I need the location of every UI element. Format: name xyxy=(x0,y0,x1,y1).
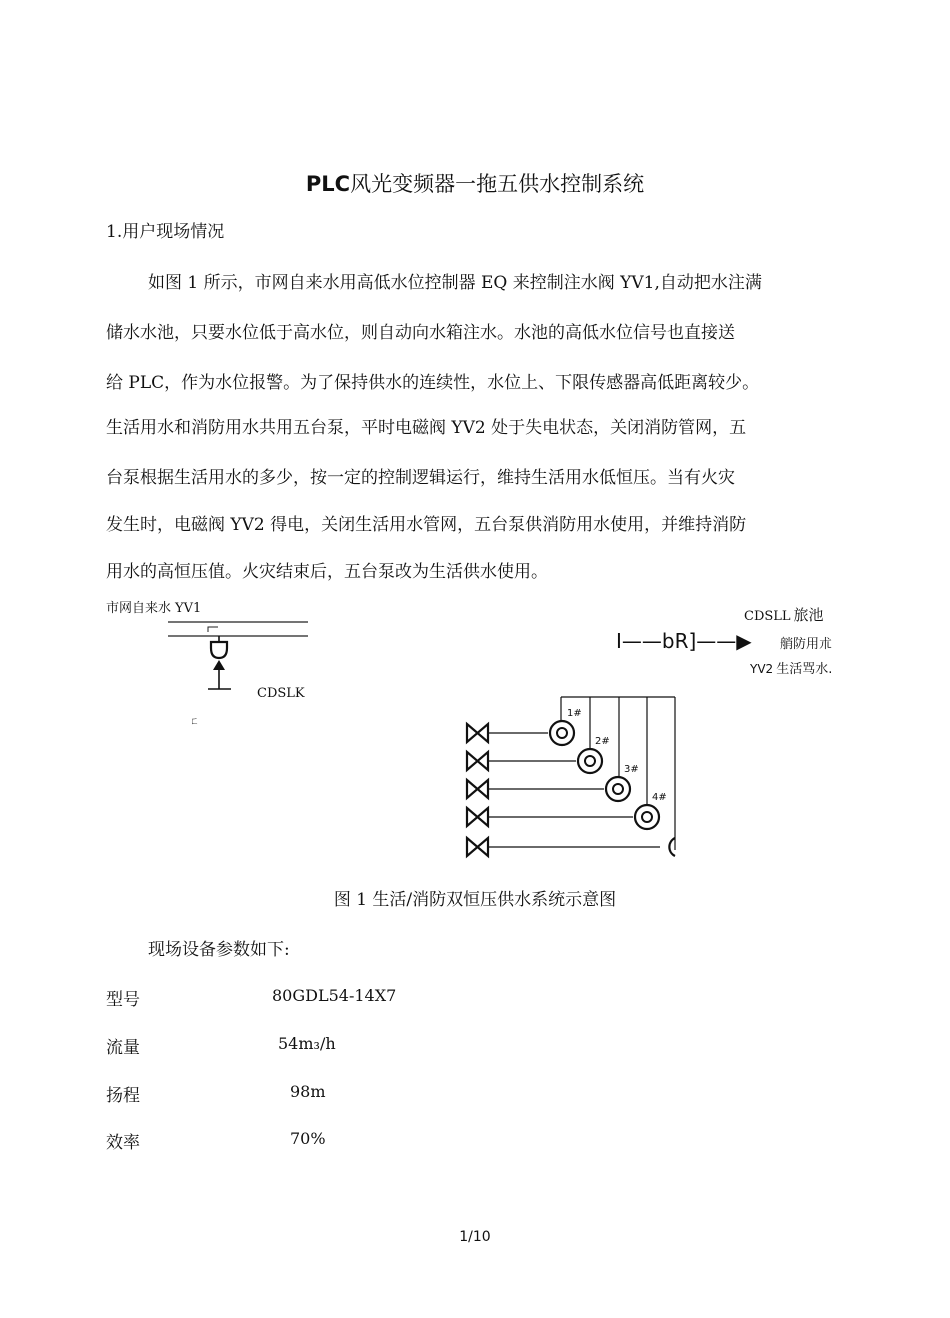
paragraph-line: 台泵根据生活用水的多少，按一定的控制逻辑运行，维持生活用水低恒压。当有火灾 xyxy=(106,468,735,488)
pump-4-icon xyxy=(635,805,659,829)
pump-label: 3# xyxy=(624,764,639,775)
pump-1-icon xyxy=(550,721,574,745)
valve-icon xyxy=(467,724,488,742)
spec-value: 98m xyxy=(290,1082,326,1101)
valve-icon xyxy=(467,752,488,770)
spec-label: 效率 xyxy=(106,1133,140,1153)
valve-icon xyxy=(467,780,488,798)
right-label-3: YV2 生活骂水. xyxy=(750,662,833,677)
spec-label: 流量 xyxy=(106,1038,140,1058)
spec-label: 扬程 xyxy=(106,1086,140,1106)
paragraph-line: 用水的高恒压值。火灾结束后，五台泵改为生活供水使用。 xyxy=(106,562,548,582)
paragraph-line: 储水水池，只要水位低于高水位，则自动向水箱注水。水池的高低水位信号也直接送 xyxy=(106,323,735,343)
valve-yv1-icon xyxy=(208,636,231,689)
title-main: 风光变频器一拖五供水控制系统 xyxy=(350,172,645,196)
supply-label: 市网自来水 YV1 xyxy=(106,601,202,616)
right-label-1: CDSLL 旅池 xyxy=(744,606,824,624)
paragraph-line: 生活用水和消防用水共用五台泵，平时电磁阀 YV2 处于失电状态，关闭消防管网，五 xyxy=(106,418,747,438)
pump-label: 4# xyxy=(652,792,667,803)
page-number: 1/10 xyxy=(459,1229,491,1245)
figure-caption: 图 1 生活/消防双恒压供水系统示意图 xyxy=(333,890,617,910)
flow-text: I——bR]——▶ xyxy=(616,629,752,653)
specs-intro: 现场设备参数如下: xyxy=(148,940,290,960)
valve-icon xyxy=(467,808,488,826)
sensor-label: CDSLK xyxy=(257,686,305,701)
paragraph-line: 发生时，电磁阀 YV2 得电，关闭生活用水管网，五台泵供消防用水使用，并维持消防 xyxy=(106,515,747,535)
spec-value: 54m₃/h xyxy=(278,1034,336,1053)
small-mark: ㄈ xyxy=(190,717,200,727)
water-supply-diagram xyxy=(0,595,950,870)
pump-2-icon xyxy=(578,749,602,773)
right-label-2: 艄防用朮 xyxy=(780,637,833,652)
paragraph-line: 给 PLC，作为水位报警。为了保持供水的连续性，水位上、下限传感器高低距离较少。 xyxy=(106,373,760,393)
paragraph-line: 如图 1 所示，市网自来水用高低水位控制器 EQ 来控制注水阀 YV1,自动把水注满 xyxy=(148,273,762,293)
valve-icon xyxy=(467,838,488,856)
pipe-fitting xyxy=(208,627,218,632)
pump-label: 2# xyxy=(595,736,610,747)
spec-label: 型号 xyxy=(106,990,140,1010)
title-prefix: PLC xyxy=(305,172,351,196)
spec-value: 70% xyxy=(290,1129,326,1148)
document-title xyxy=(0,168,950,198)
section-heading: 1.用户现场情况 xyxy=(106,222,225,242)
pump-5-icon xyxy=(669,838,675,856)
pump-label: 1# xyxy=(567,708,582,719)
pump-3-icon xyxy=(606,777,630,801)
pump-array xyxy=(488,697,675,850)
spec-value: 80GDL54-14X7 xyxy=(272,986,397,1005)
